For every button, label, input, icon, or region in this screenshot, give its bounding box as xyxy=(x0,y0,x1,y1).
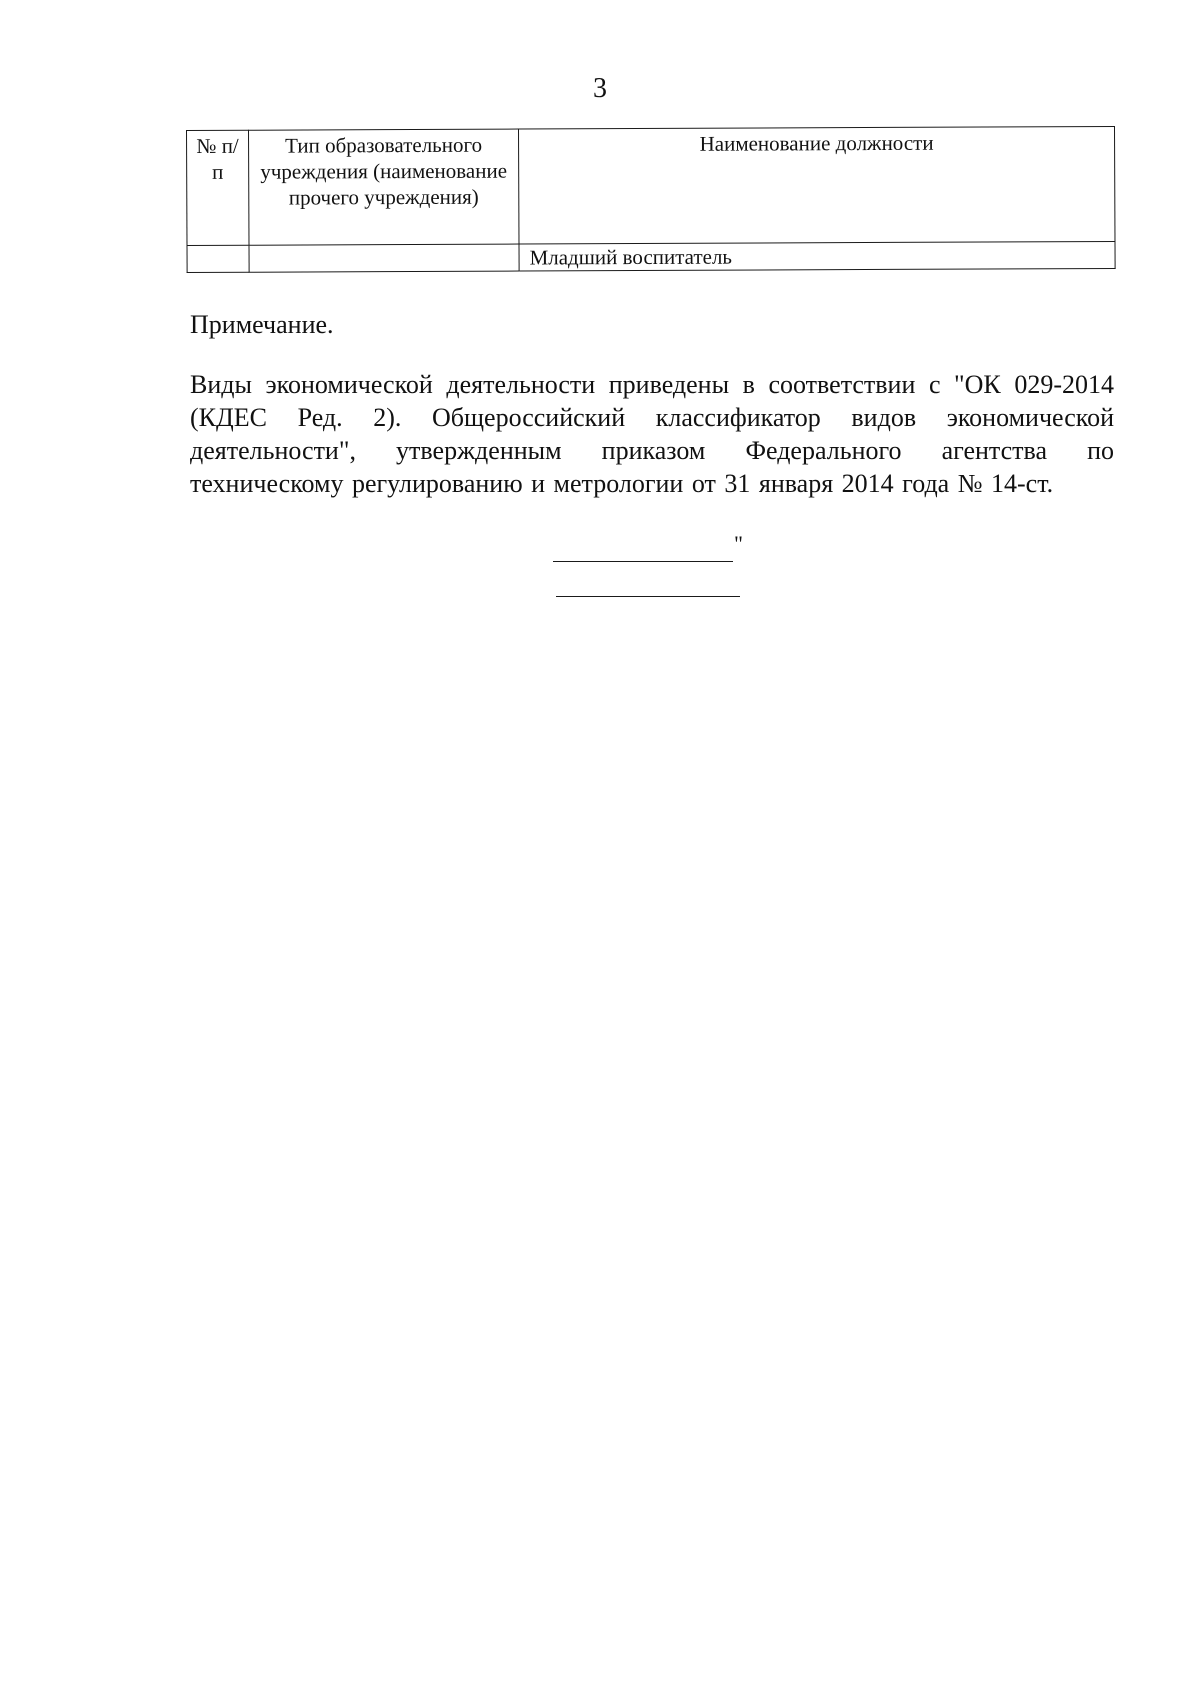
table-row xyxy=(187,241,1115,272)
header-number: № п/п xyxy=(187,130,250,245)
note-paragraph: Виды экономической деятельности приведены в соответствии с "ОК 029-2014 (КДЕС Ред. 2). Общероссийский классификатор видов экономической деятельности", утвержденным приказом Федерального агентства по техническому регулированию и метрологии от 31 января 2014 года № 14-ст. xyxy=(190,370,1114,498)
table-header-row xyxy=(187,126,1115,245)
cell-institution-type xyxy=(249,244,519,272)
page-number: 3 xyxy=(593,73,607,104)
positions-table xyxy=(186,126,1116,273)
end-rule-line xyxy=(556,596,740,597)
header-institution-type: Тип образовательного учреждения (наименование прочего учреждения) xyxy=(249,129,519,245)
header-position-name: Наименование должности xyxy=(518,126,1114,244)
note-heading: Примечание. xyxy=(190,310,334,339)
closing-quote-mark: " xyxy=(734,531,743,556)
cell-position-name: Младший воспитатель xyxy=(519,241,1115,271)
closing-rule-line xyxy=(553,561,733,562)
cell-number xyxy=(187,245,249,272)
